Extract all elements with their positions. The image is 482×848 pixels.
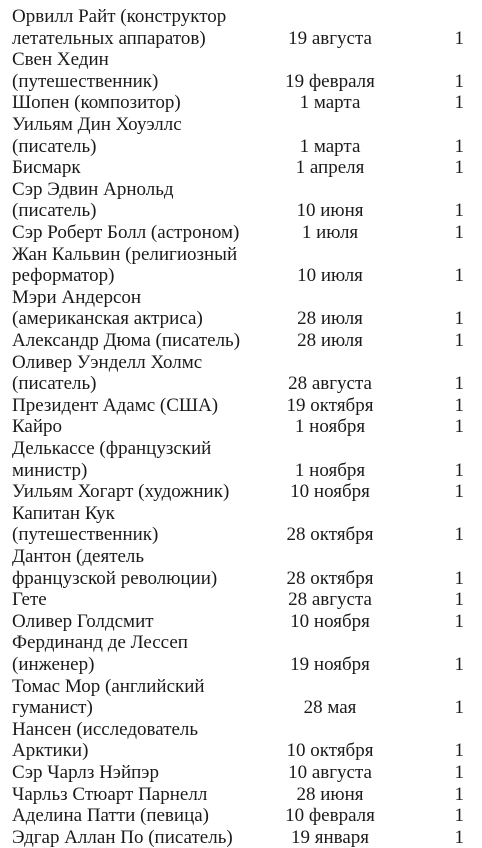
person-name: (писатель) [12,373,97,395]
table-row-line [0,416,482,437]
person-name: Эдгар Аллан По (писатель) [12,826,233,848]
birth-date: 1 марта [299,92,361,114]
birth-date: 28 июля [297,330,363,351]
person-name: Свен Хедин [12,49,109,71]
person-name: (путешественник) [12,70,159,92]
table-row-line [0,697,482,718]
number-value: 1 [454,481,464,503]
table-row-line [0,49,482,70]
table-row-line [0,222,482,243]
person-name: Гете [12,589,47,611]
person-name: Шопен (композитор) [12,92,181,114]
table-row-line [0,676,482,697]
table-row-line [0,28,482,49]
number-value: 1 [454,308,464,330]
number-value: 1 [454,740,464,762]
birth-date: 28 октября [286,524,374,546]
person-name: Жан Кальвин (религиозный [12,243,238,265]
person-name: гуманист) [12,697,93,719]
person-name: Мэри Андерсон [12,286,142,308]
person-name: Делькассе (французский [12,438,212,459]
table-row-line [0,503,482,524]
person-name: Дантон (деятель [12,546,145,567]
person-name: Капитан Кук [12,502,115,524]
table-row-line [0,654,482,675]
table-row-line [0,179,482,200]
person-name: Фердинанд де Лессеп [12,632,188,654]
birth-date: 28 августа [288,589,372,611]
person-name: Оливер Уэнделл Холмс [12,351,203,373]
person-name: Президент Адамс (США) [12,394,219,416]
table-row-line [0,762,482,783]
number-value: 1 [454,524,464,546]
birth-date: 1 июля [301,222,359,243]
table-row-line [0,481,482,502]
table-row-line [0,373,482,394]
number-value: 1 [454,135,464,157]
table-row-line [0,71,482,92]
person-name: французской революции) [12,567,218,589]
person-name: Нансен (исследователь [12,718,199,740]
person-name: реформатор) [12,265,115,287]
number-value: 1 [454,805,464,827]
birth-date: 19 января [290,826,370,848]
person-name: Орвилл Райт (конструктор [12,6,227,27]
table-row-line [0,308,482,329]
person-name: Сэр Чарлз Нэйпэр [12,762,159,783]
number-value: 1 [454,200,464,222]
birth-date: 10 ноября [290,610,370,632]
person-name: Аделина Патти (певица) [12,805,210,827]
birth-date: 10 февраля [285,805,375,827]
table-row-line [0,632,482,653]
table-row-line [0,524,482,545]
number-value: 1 [454,826,464,848]
person-name: Сэр Эдвин Арнольд [12,178,174,200]
birth-date: 10 августа [288,762,372,783]
person-name: Бисмарк [12,157,81,179]
birth-date: 28 октября [286,567,374,589]
birth-date: 10 июня [296,200,364,222]
table-row-line [0,136,482,157]
number-value: 1 [454,589,464,611]
number-value: 1 [454,762,464,783]
birth-date: 28 июня [296,783,364,805]
table-row-line [0,611,482,632]
number-value: 1 [454,265,464,287]
person-name: Александр Дюма (писатель) [12,330,241,351]
birth-date: 28 июля [297,308,363,330]
person-name: (писатель) [12,135,97,157]
person-name: Оливер Голдсмит [12,610,154,632]
birth-date: 10 октября [286,740,374,762]
person-name: Томас Мор (английский [12,675,205,697]
table-row-line [0,460,482,481]
table-row-line [0,568,482,589]
number-value: 1 [454,70,464,92]
birth-date: 1 апреля [295,157,365,179]
birth-date: 10 ноября [290,481,370,503]
birth-date: 28 мая [303,697,357,719]
table-row-line [0,287,482,308]
table-row-line [0,352,482,373]
number-value: 1 [454,610,464,632]
number-value: 1 [454,27,464,49]
table-row-line [0,719,482,740]
birth-date: 19 августа [288,27,372,49]
person-name: Уильям Хогарт (художник) [12,481,230,503]
person-name: Уильям Дин Хоуэллс [12,114,182,135]
number-value: 1 [454,394,464,416]
table-row-line [0,114,482,135]
person-name: Кайро [12,416,63,438]
table-row-line [0,395,482,416]
person-name: (инженер) [12,654,95,675]
person-name: (американская актриса) [12,308,203,330]
table-row-line [0,438,482,459]
table-row-line [0,92,482,113]
number-value: 1 [454,373,464,395]
birth-date: 1 ноября [294,459,366,481]
table-row-line [0,827,482,848]
table-row-line [0,330,482,351]
person-name: министр) [12,459,88,481]
number-value: 1 [454,157,464,179]
table-row-line [0,805,482,826]
table-row-line [0,740,482,761]
birth-date: 1 ноября [294,416,366,438]
number-value: 1 [454,567,464,589]
birth-date: 28 августа [288,373,372,395]
number-value: 1 [454,783,464,805]
person-name: Чарльз Стюарт Парнелл [12,783,208,805]
number-value: 1 [454,459,464,481]
table-row-line [0,784,482,805]
person-name: летательных аппаратов) [12,27,206,49]
table-row-line [0,200,482,221]
birth-date: 10 июля [297,265,363,287]
birth-date: 1 марта [299,135,361,157]
table-row-line [0,6,482,27]
person-name: Арктики) [12,740,89,762]
number-value: 1 [454,222,464,243]
table-row-line [0,589,482,610]
table-row-line [0,157,482,178]
number-value: 1 [454,330,464,351]
table-row-line [0,265,482,286]
birth-date: 19 ноября [290,654,370,675]
table-row-line [0,244,482,265]
person-name: Сэр Роберт Болл (астроном) [12,222,240,243]
person-name: (писатель) [12,200,97,222]
person-name: (путешественник) [12,524,159,546]
number-value: 1 [454,654,464,675]
table-row-line [0,546,482,567]
birth-date: 19 октября [286,394,374,416]
number-value: 1 [454,416,464,438]
number-value: 1 [454,697,464,719]
number-value: 1 [454,92,464,114]
birth-date: 19 февраля [285,70,375,92]
